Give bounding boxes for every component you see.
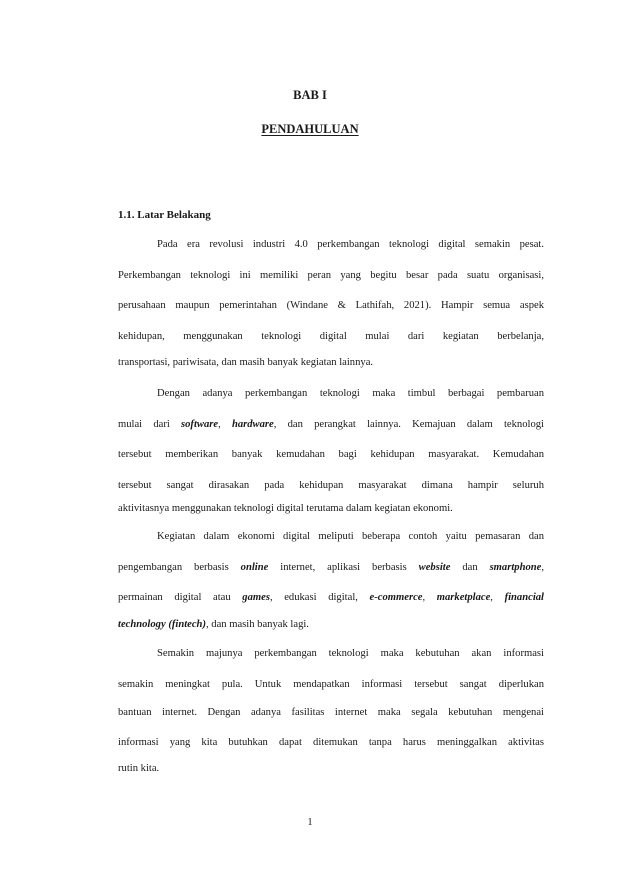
- text-line: Perkembangan teknologi ini memiliki peran yang begitu besar pada suatu organisasi,: [118, 270, 544, 281]
- text-line: Pada era revolusi industri 4.0 perkembangan teknologi digital semakin pesat.: [157, 239, 544, 250]
- foreign-term: technology (fintech): [118, 619, 206, 630]
- text-line: tersebut sangat dirasakan pada kehidupan masyarakat dimana hampir seluruh: [118, 480, 544, 491]
- text-line: perusahaan maupun pemerintahan (Windane & Lathifah, 2021). Hampir semua aspek: [118, 300, 544, 311]
- foreign-term: financial: [504, 592, 544, 603]
- text-line: [118, 418, 544, 432]
- text-line: [118, 561, 544, 575]
- foreign-term: software: [181, 419, 219, 430]
- page-number: 1: [307, 817, 313, 828]
- chapter-title: PENDAHULUAN: [261, 122, 359, 136]
- foreign-term: online: [240, 562, 269, 573]
- text-line: kehidupan, menggunakan teknologi digital mulai dari kegiatan berbelanja,: [118, 331, 544, 342]
- text-run: , dan perangkat lainnya. Kemajuan dalam teknologi: [273, 419, 544, 430]
- text-line: transportasi, pariwisata, dan masih banyak kegiatan lainnya.: [118, 357, 374, 368]
- text-line: rutin kita.: [118, 763, 160, 774]
- foreign-term: website: [418, 562, 451, 573]
- text-run: , edukasi digital,: [269, 592, 370, 603]
- text-run: mulai dari: [118, 419, 182, 430]
- section-heading: 1.1. Latar Belakang: [118, 209, 211, 221]
- text-line: informasi yang kita butuhkan dapat ditemukan tanpa harus meninggalkan aktivitas: [118, 737, 544, 748]
- foreign-term: smartphone: [489, 562, 542, 573]
- text-run: ,: [541, 562, 545, 573]
- chapter-number: BAB I: [293, 88, 327, 102]
- text-line: bantuan internet. Dengan adanya fasilitas internet maka segala kebutuhan mengenai: [118, 707, 544, 718]
- text-run: permainan digital atau: [118, 592, 243, 603]
- text-line: tersebut memberikan banyak kemudahan bagi kehidupan masyarakat. Kemudahan: [118, 449, 544, 460]
- text-run: pengembangan berbasis: [118, 562, 241, 573]
- text-run: ,: [218, 419, 232, 430]
- text-line: Dengan adanya perkembangan teknologi maka timbul berbagai pembaruan: [157, 388, 544, 399]
- text-run: ,: [422, 592, 437, 603]
- text-line: semakin meningkat pula. Untuk mendapatkan informasi tersebut sangat diperlukan: [118, 679, 544, 690]
- text-run: internet, aplikasi berbasis: [268, 562, 419, 573]
- text-line: Kegiatan dalam ekonomi digital meliputi beberapa contoh yaitu pemasaran dan: [157, 531, 544, 542]
- text-run: ,: [490, 592, 505, 603]
- text-line: [118, 618, 544, 632]
- text-run: dan: [450, 562, 490, 573]
- foreign-term: e-commerce: [369, 592, 423, 603]
- foreign-term: hardware: [231, 419, 274, 430]
- text-line: aktivitasnya menggunakan teknologi digital terutama dalam kegiatan ekonomi.: [118, 503, 453, 514]
- foreign-term: marketplace: [436, 592, 491, 603]
- foreign-term: games: [242, 592, 270, 603]
- text-line: [118, 591, 544, 605]
- text-run: , dan masih banyak lagi.: [205, 619, 309, 630]
- text-line: Semakin majunya perkembangan teknologi maka kebutuhan akan informasi: [157, 648, 544, 659]
